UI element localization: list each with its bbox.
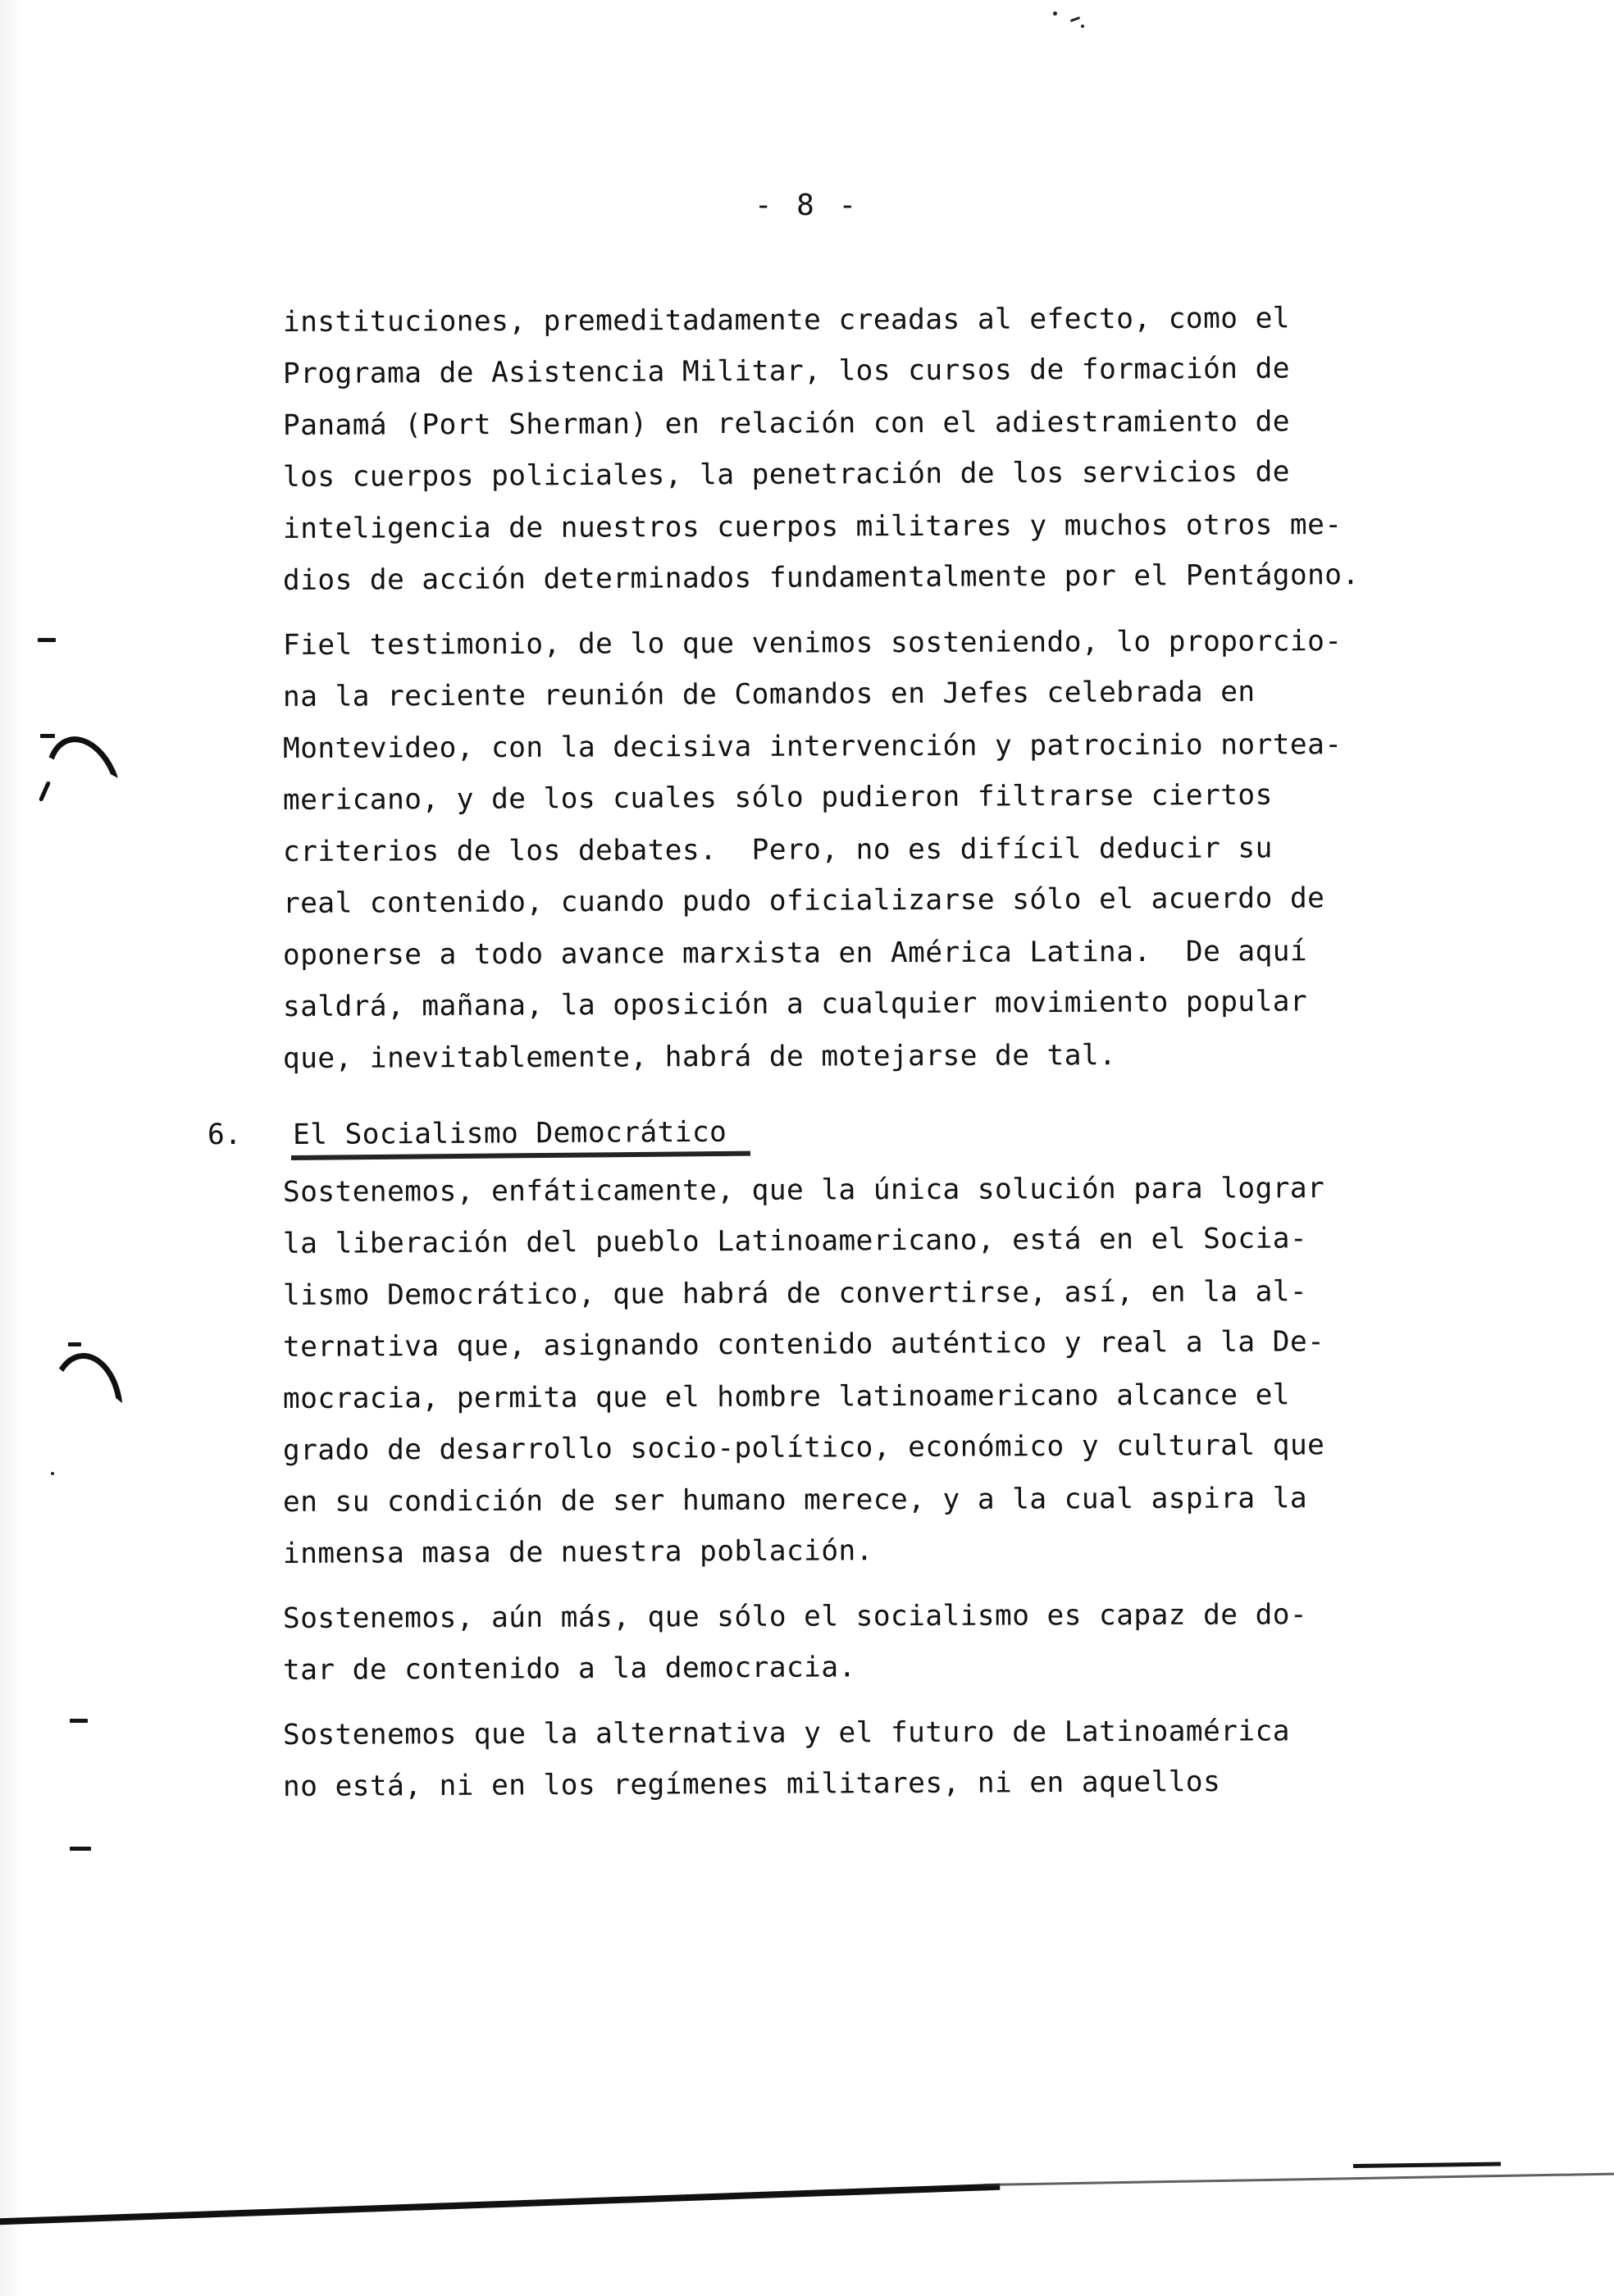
text-line: dios de acción determinados fundamentalmente por el Pentágono. — [282, 558, 1360, 597]
text-line: oponerse a todo avance marxista en América Latina. De aquí — [282, 935, 1308, 972]
scan-speck-icon — [1070, 16, 1080, 22]
text-line: real contenido, cuando pudo oficializarse sólo el acuerdo de — [282, 882, 1325, 920]
text-line: grado de desarrollo socio-político, económico y cultural que — [282, 1428, 1325, 1467]
text-line: Fiel testimonio, de lo que venimos sosteniendo, lo proporcio- — [282, 625, 1343, 662]
margin-dash-mark — [38, 638, 56, 642]
text-line: la liberación del pueblo Latinoamericano, está en el Socia- — [282, 1222, 1308, 1260]
text-line: en su condición de ser humano merece, y a la cual aspira la — [282, 1482, 1308, 1519]
section-number: 6. — [207, 1118, 242, 1151]
text-line: mocracia, permita que el hombre latinoamericano alcance el — [282, 1378, 1290, 1415]
text-line: Sostenemos, enfáticamente, que la única solución para lograr — [282, 1172, 1325, 1209]
text-line: ternativa que, asignando contenido auténtico y real a la De- — [282, 1325, 1325, 1364]
margin-dash-mark — [70, 1847, 91, 1851]
margin-arc-mark-icon — [45, 1350, 122, 1411]
paragraph — [283, 1593, 1448, 1697]
margin-dash-mark — [68, 1342, 81, 1346]
text-line: Panamá (Port Sherman) en relación con el adiestramiento de — [282, 405, 1290, 442]
section-title: El Socialismo Democrático — [292, 1115, 727, 1151]
text-line: Sostenemos que la alternativa y el futuro de Latinoamérica — [282, 1715, 1290, 1752]
text-line: los cuerpos policiales, la penetración de los servicios de — [282, 455, 1290, 494]
text-line: saldrá, mañana, la oposición a cualquier movimiento popular — [282, 985, 1308, 1023]
scan-artifact-streak — [0, 2184, 1000, 2225]
paragraph — [283, 620, 1448, 1085]
text-line: instituciones, premeditadamente creadas al efecto, como el — [282, 302, 1290, 339]
scan-speck-icon — [1081, 25, 1084, 28]
text-line: mericano, y de los cuales sólo pudieron filtrarse ciertos — [282, 778, 1273, 817]
text-line: na la reciente reunión de Comandos en Jefes celebrada en — [282, 675, 1256, 713]
page-number: - 8 - — [754, 189, 860, 222]
document-body — [207, 297, 1448, 1821]
scan-speck-icon — [1053, 11, 1057, 16]
text-line: inmensa masa de nuestra población. — [282, 1534, 873, 1570]
scan-artifact-streak — [1353, 2162, 1501, 2168]
page-edge-shading — [0, 0, 21, 2296]
text-line: Programa de Asistencia Militar, los cursos de formación de — [282, 352, 1290, 390]
scan-speck-icon — [51, 1472, 54, 1475]
scan-artifact-streak — [984, 2172, 1614, 2186]
text-line: Montevideo, con la decisiva intervención y patrocinio nortea- — [282, 728, 1343, 765]
text-line: no está, ni en los regímenes militares, ni en aquellos — [282, 1765, 1221, 1803]
text-line: inteligencia de nuestros cuerpos militares y muchos otros me- — [282, 508, 1343, 545]
text-line: criterios de los debates. Pero, no es difícil deducir su — [282, 831, 1273, 868]
text-line: tar de contenido a la democracia. — [282, 1651, 856, 1687]
text-line: lismo Democrático, que habrá de convertirse, así, en la al- — [282, 1275, 1308, 1312]
paragraph — [283, 1710, 1448, 1813]
paragraph — [283, 297, 1448, 607]
section-heading — [207, 1109, 1448, 1164]
text-line: que, inevitablemente, habrá de motejarse de tal. — [282, 1039, 1117, 1075]
paragraph — [283, 1167, 1448, 1580]
margin-dash-mark — [70, 1719, 88, 1723]
text-line: Sostenemos, aún más, que sólo el socialismo es capaz de do- — [282, 1598, 1308, 1635]
margin-dash-mark — [40, 734, 55, 738]
